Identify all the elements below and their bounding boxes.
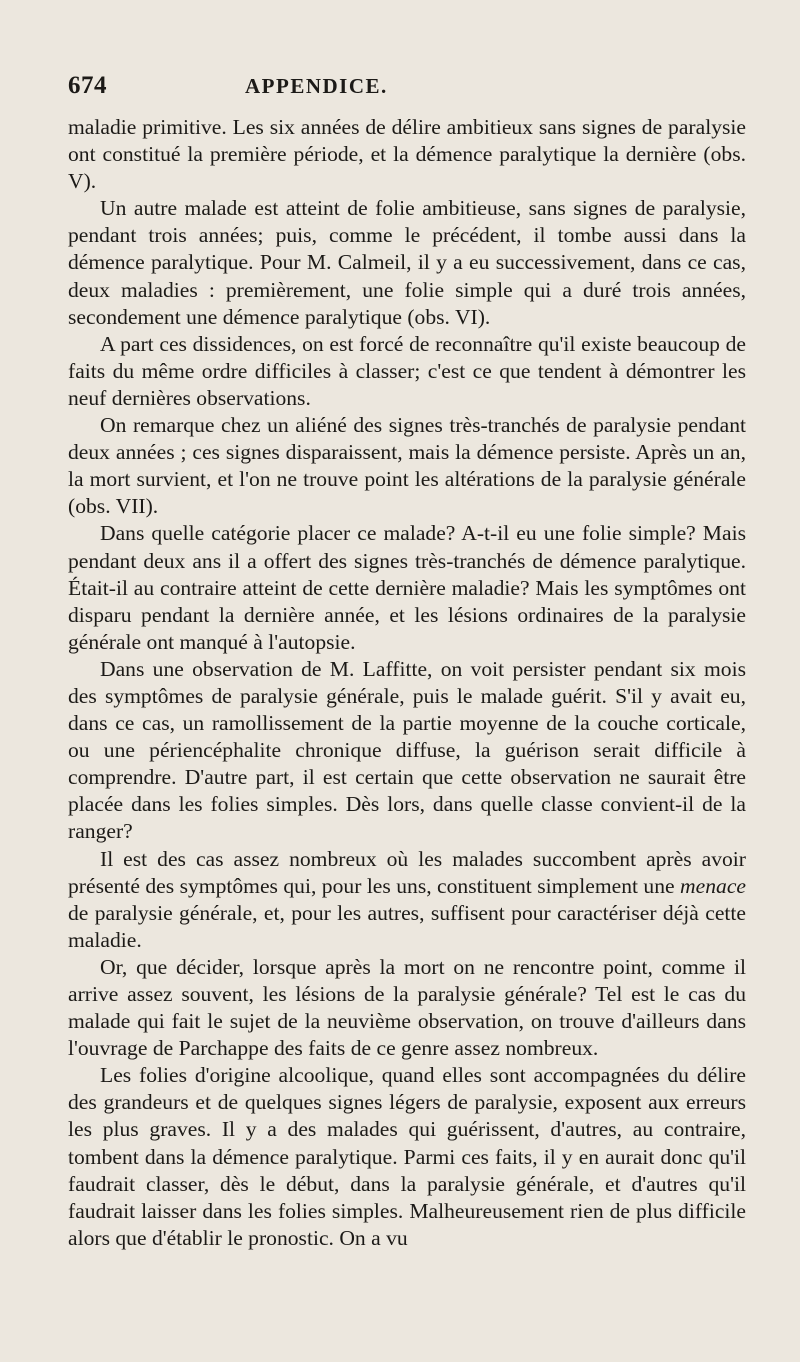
paragraph: Dans quelle catégorie placer ce malade? A-t-il eu une folie simple? Mais pendant deux ans il a offert des signes très-tranchés de démence paralytique. Était-il au contraire atteint de cette dernière maladie? Mais les symptômes ont disparu pendant la dernière année, et les lésions ordinaires de la paralysie générale ont manqué à l'autopsie. (68, 521, 746, 654)
paragraph-menace (68, 846, 746, 954)
paragraph: A part ces dissidences, on est forcé de reconnaître qu'il existe beaucoup de faits du même ordre difficiles à classer; c'est ce que tendent à démontrer les neuf dernières observations. (68, 331, 746, 410)
running-head: APPENDICE. (245, 74, 388, 98)
paragraph: Les folies d'origine alcoolique, quand elles sont accompagnées du délire des grandeurs et de quelques signes légers de paralysie, exposent aux erreurs les plus graves. Il y a des malades qui guérissent, d'autres, au contraire, tombent dans la démence paralytique. Parmi ces faits, il y en aurait donc qu'il faudrait classer, dès le début, dans la paralysie générale, et d'autres qu'il faudrait laisser dans les folies simples. Malheureusement rien de plus difficile alors que d'établir le pronostic. On a vu (68, 1063, 746, 1250)
emphasis-menace: menace (680, 873, 746, 898)
page-header (68, 72, 746, 102)
text-span: de paralysie générale, et, pour les autres, suffisent pour caractériser déjà cette maladie. (68, 900, 746, 952)
paragraph: On remarque chez un aliéné des signes très-tranchés de paralysie pendant deux années ; ces signes disparaissent, mais la démence persiste. Après un an, la mort survient, et l'on ne trouve point les altérations de la paralysie générale (obs. VII). (68, 413, 746, 519)
paragraph-continuation: maladie primitive. Les six années de délire ambitieux sans signes de paralysie ont constitué la première période, et la démence paralytique la dernière (obs. V). (68, 115, 746, 194)
page-number: 674 (68, 72, 107, 99)
paragraph: Un autre malade est atteint de folie ambitieuse, sans signes de paralysie, pendant trois années; puis, comme le précédent, il tombe aussi dans la démence paralytique. Pour M. Calmeil, il y a eu successivement, dans ce cas, deux maladies : premièrement, une folie simple qui a duré trois années, secondement une démence paralytique (obs. VI). (68, 196, 746, 329)
paragraph: Or, que décider, lorsque après la mort on ne rencontre point, comme il arrive assez souvent, les lésions de la paralysie générale? Tel est le cas du malade qui fait le sujet de la neuvième observation, on trouve d'ailleurs dans l'ouvrage de Parchappe des faits de ce genre assez nombreux. (68, 954, 746, 1061)
body-text (68, 114, 746, 1252)
text-span: Il est des cas assez nombreux où les malades succombent après avoir présenté des symptômes qui, pour les uns, constituent simplement une (68, 846, 746, 898)
paragraph: Dans une observation de M. Laffitte, on voit persister pendant six mois des symptômes de paralysie générale, puis le malade guérit. S'il y avait eu, dans ce cas, un ramollissement de la partie moyenne de la couche corticale, ou une périencéphalite chronique diffuse, la guérison serait difficile à comprendre. D'autre part, il est certain que cette observation ne saurait être placée dans les folies simples. Dès lors, dans quelle classe convient-il de la ranger? (68, 656, 746, 844)
